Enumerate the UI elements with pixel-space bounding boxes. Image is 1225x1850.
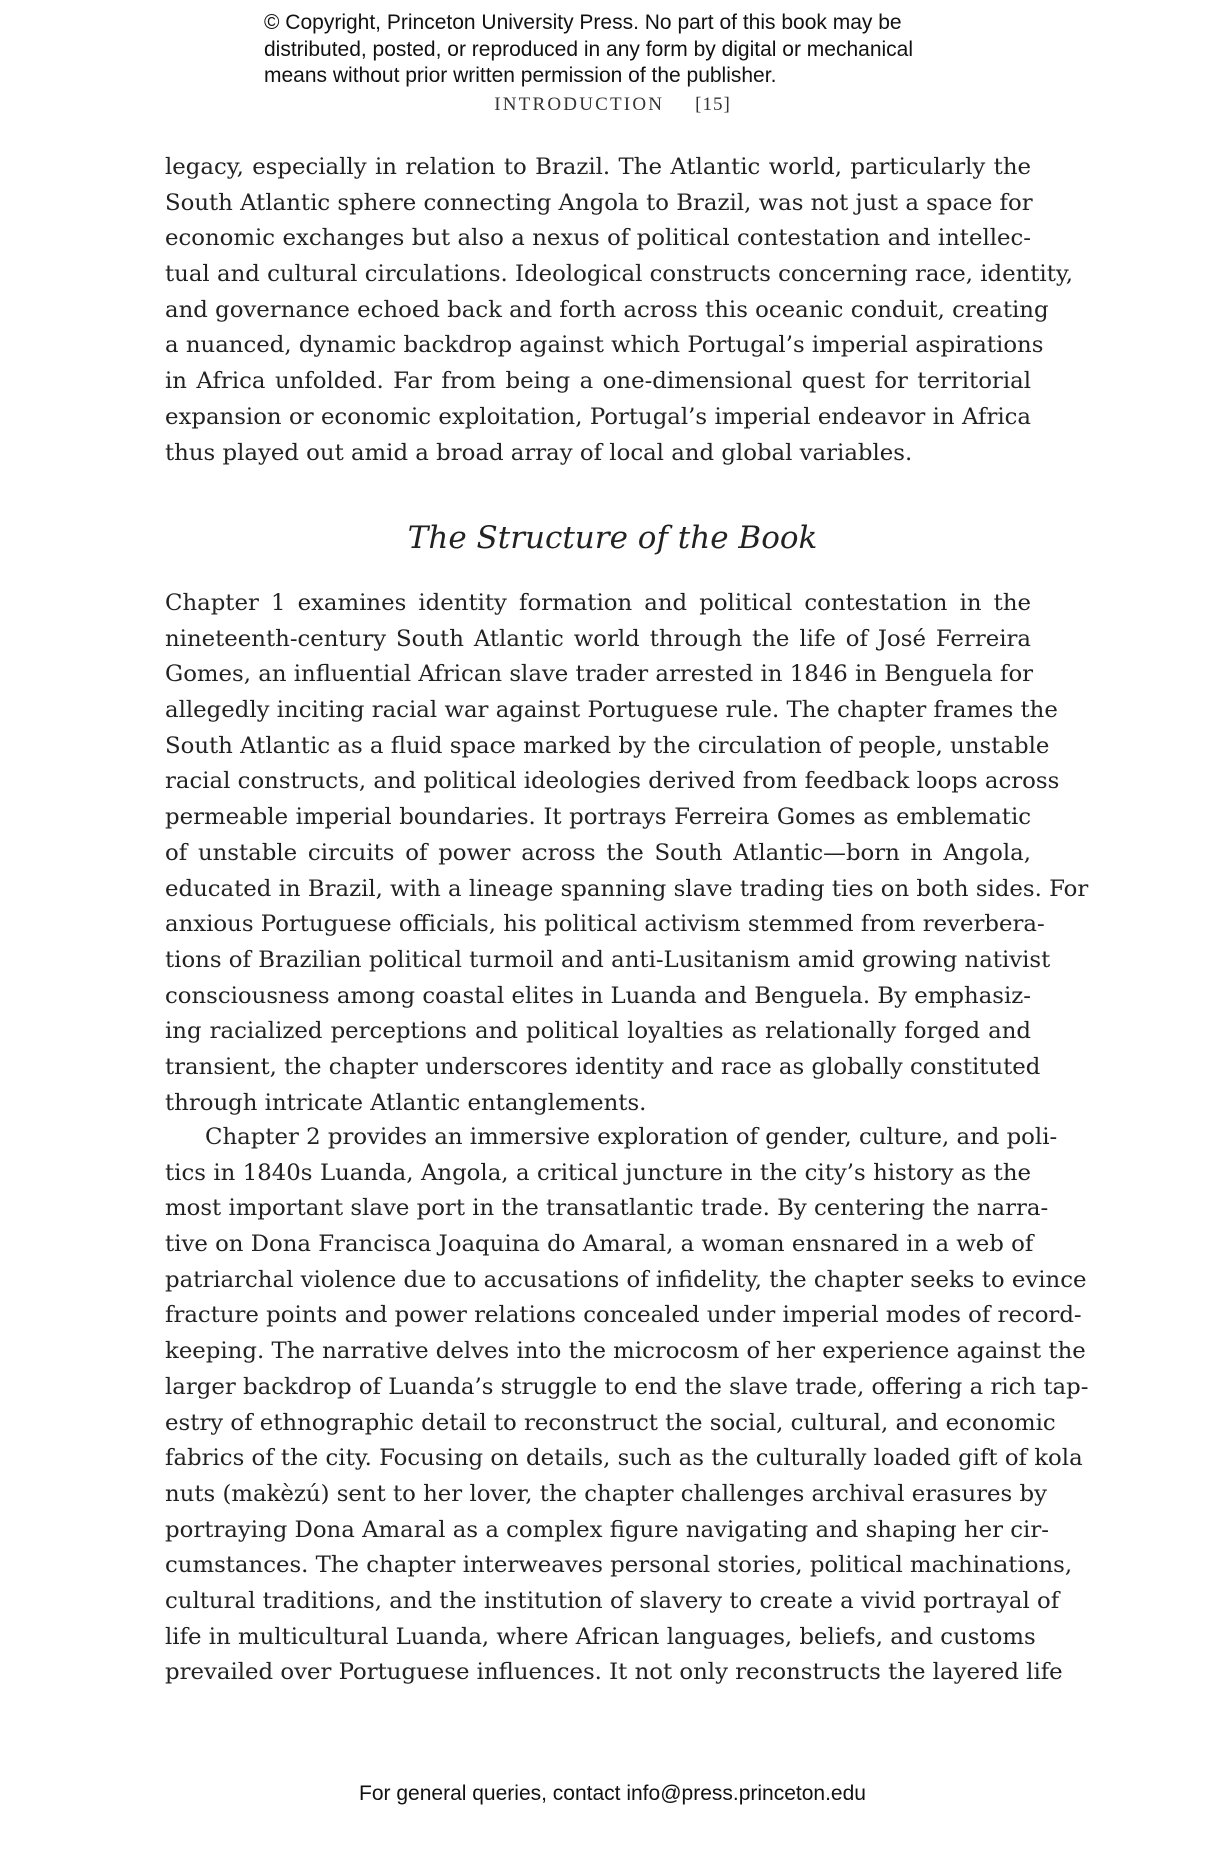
text-line: expansion or economic exploitation, Portugal’s imperial endeavor in Africa <box>165 403 1031 430</box>
text-line: most important slave port in the transatlantic trade. By centering the narra- <box>165 1195 1049 1222</box>
text-line: in Africa unfolded. Far from being a one-dimensional quest for territorial <box>165 368 1031 395</box>
text-line: prevailed over Portuguese influences. It not only reconstructs the layered life <box>165 1659 1063 1686</box>
copyright-notice <box>264 10 1024 90</box>
text-line: allegedly inciting racial war against Portuguese rule. The chapter frames the <box>165 697 1058 724</box>
text-line: tions of Brazilian political turmoil and anti-Lusitanism amid growing nativist <box>165 946 1051 973</box>
section-heading: The Structure of the Book <box>407 520 818 556</box>
text-line: patriarchal violence due to accusations of infidelity, the chapter seeks to evince <box>165 1266 1087 1293</box>
page-number: [15] <box>695 94 731 115</box>
text-line: nuts (makèzú) sent to her lover, the chapter challenges archival erasures by <box>165 1480 1047 1507</box>
text-line: larger backdrop of Luanda’s struggle to end the slave trade, offering a rich tap- <box>165 1373 1089 1400</box>
text-line: estry of ethnographic detail to reconstruct the social, cultural, and economic <box>165 1409 1056 1436</box>
text-line: economic exchanges but also a nexus of political contestation and intellec- <box>165 225 1031 252</box>
text-line: ing racialized perceptions and political loyalties as relationally forged and <box>165 1018 1031 1045</box>
footer-contact: For general queries, contact info@press.princeton.edu <box>359 1782 866 1805</box>
text-line: fracture points and power relations concealed under imperial modes of record- <box>165 1302 1082 1329</box>
text-line: South Atlantic as a fluid space marked by the circulation of people, unstable <box>165 732 1050 759</box>
text-line: Gomes, an influential African slave trader arrested in 1846 in Benguela for <box>165 661 1034 688</box>
text-line: legacy, especially in relation to Brazil. The Atlantic world, particularly the <box>165 154 1031 180</box>
text-line: keeping. The narrative delves into the microcosm of her experience against the <box>165 1338 1086 1365</box>
text-line: Chapter 2 provides an immersive exploration of gender, culture, and poli- <box>205 1124 1058 1150</box>
text-line: portraying Dona Amaral as a complex figure navigating and shaping her cir- <box>165 1516 1049 1543</box>
running-head <box>0 94 1225 116</box>
text-line: Chapter 1 examines identity formation and political contestation in the <box>165 590 1031 616</box>
copyright-line: © Copyright, Princeton University Press. No part of this book may be <box>264 11 902 34</box>
paragraph-continuation <box>165 150 1073 471</box>
copyright-line: distributed, posted, or reproduced in any form by digital or mechanical <box>264 37 914 61</box>
text-line: educated in Brazil, with a lineage spanning slave trading ties on both sides. For <box>165 875 1089 902</box>
running-head-section: INTRODUCTION <box>494 94 665 115</box>
copyright-line: means without prior written permission of the publisher. <box>264 64 777 87</box>
text-line: nineteenth-century South Atlantic world through the life of José Ferreira <box>165 625 1031 652</box>
text-line: thus played out amid a broad array of local and global variables. <box>165 439 913 466</box>
text-line: through intricate Atlantic entanglements. <box>165 1089 647 1116</box>
text-line: tual and cultural circulations. Ideological constructs concerning race, identity, <box>165 261 1073 288</box>
text-line: transient, the chapter underscores identity and race as globally constituted <box>165 1053 1041 1080</box>
paragraph-chapter-1 <box>165 586 1089 1121</box>
text-line: tive on Dona Francisca Joaquina do Amaral, a woman ensnared in a web of <box>165 1231 1034 1258</box>
text-line: life in multicultural Luanda, where African languages, beliefs, and customs <box>165 1623 1036 1650</box>
text-line: of unstable circuits of power across the South Atlantic—born in Angola, <box>165 839 1031 866</box>
text-line: racial constructs, and political ideologies derived from feedback loops across <box>165 768 1060 795</box>
text-line: cultural traditions, and the institution of slavery to create a vivid portrayal of <box>165 1587 1060 1614</box>
text-line: permeable imperial boundaries. It portrays Ferreira Gomes as emblematic <box>165 804 1031 831</box>
text-line: consciousness among coastal elites in Luanda and Benguela. By emphasiz- <box>165 982 1031 1009</box>
text-line: South Atlantic sphere connecting Angola to Brazil, was not just a space for <box>165 189 1033 216</box>
text-line: cumstances. The chapter interweaves personal stories, political machinations, <box>165 1552 1073 1579</box>
paragraph-chapter-2 <box>165 1120 1089 1691</box>
text-line: fabrics of the city. Focusing on details, such as the culturally loaded gift of kola <box>165 1445 1083 1472</box>
text-line: anxious Portuguese officials, his political activism stemmed from reverbera- <box>165 911 1045 938</box>
text-line: and governance echoed back and forth across this oceanic conduit, creating <box>165 296 1049 323</box>
text-line: a nuanced, dynamic backdrop against which Portugal’s imperial aspirations <box>165 332 1044 359</box>
text-line: tics in 1840s Luanda, Angola, a critical juncture in the city’s history as the <box>165 1159 1031 1186</box>
